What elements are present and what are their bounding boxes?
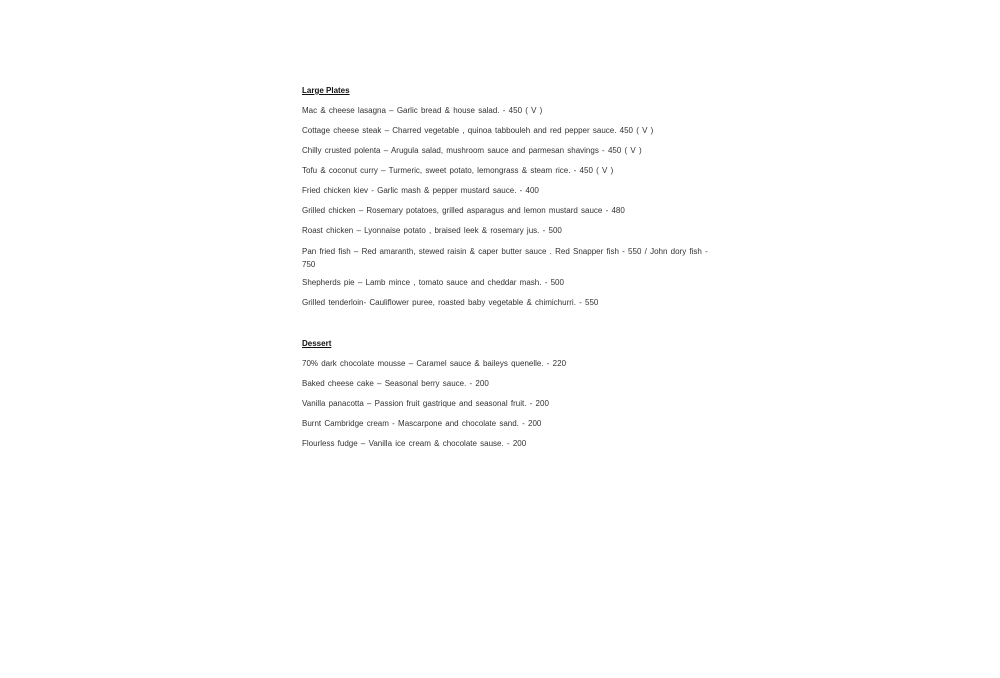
menu-item: Grilled chicken – Rosemary potatoes, grilled asparagus and lemon mustard sauce - 480 <box>302 206 625 215</box>
large-plates-section <box>302 85 722 317</box>
menu-item: Chilly crusted polenta – Arugula salad, mushroom sauce and parmesan shavings - 450 ( V ) <box>302 146 642 155</box>
menu-item: Grilled tenderloin- Cauliflower puree, roasted baby vegetable & chimichurri. - 550 <box>302 298 599 307</box>
menu-item: 70% dark chocolate mousse – Caramel sauce & baileys quenelle. - 220 <box>302 359 567 368</box>
menu-item: Flourless fudge – Vanilla ice cream & chocolate sause. - 200 <box>302 439 527 448</box>
menu-item: Mac & cheese lasagna – Garlic bread & house salad. - 450 ( V ) <box>302 106 543 115</box>
menu-item: Baked cheese cake – Seasonal berry sauce. - 200 <box>302 379 489 388</box>
menu-item: Cottage cheese steak – Charred vegetable , quinoa tabbouleh and red pepper sauce. 450 ( V ) <box>302 126 654 135</box>
large-plates-heading: Large Plates <box>302 86 350 95</box>
menu-item: Pan fried fish – Red amaranth, stewed raisin & caper butter sauce . Red Snapper fish - 550 / John dory fish - 750 <box>302 247 708 269</box>
menu-item: Burnt Cambridge cream - Mascarpone and chocolate sand. - 200 <box>302 419 542 428</box>
menu-item: Vanilla panacotta – Passion fruit gastrique and seasonal fruit. - 200 <box>302 399 549 408</box>
menu-item: Shepherds pie – Lamb mince , tomato sauce and cheddar mash. - 500 <box>302 278 564 287</box>
dessert-section <box>302 338 722 458</box>
menu-item: Tofu & coconut curry – Turmeric, sweet potato, lemongrass & steam rice. - 450 ( V ) <box>302 166 614 175</box>
menu-item: Fried chicken kiev - Garlic mash & pepper mustard sauce. - 400 <box>302 186 539 195</box>
menu-item: Roast chicken – Lyonnaise potato , braised leek & rosemary jus. - 500 <box>302 226 562 235</box>
dessert-heading: Dessert <box>302 339 332 348</box>
